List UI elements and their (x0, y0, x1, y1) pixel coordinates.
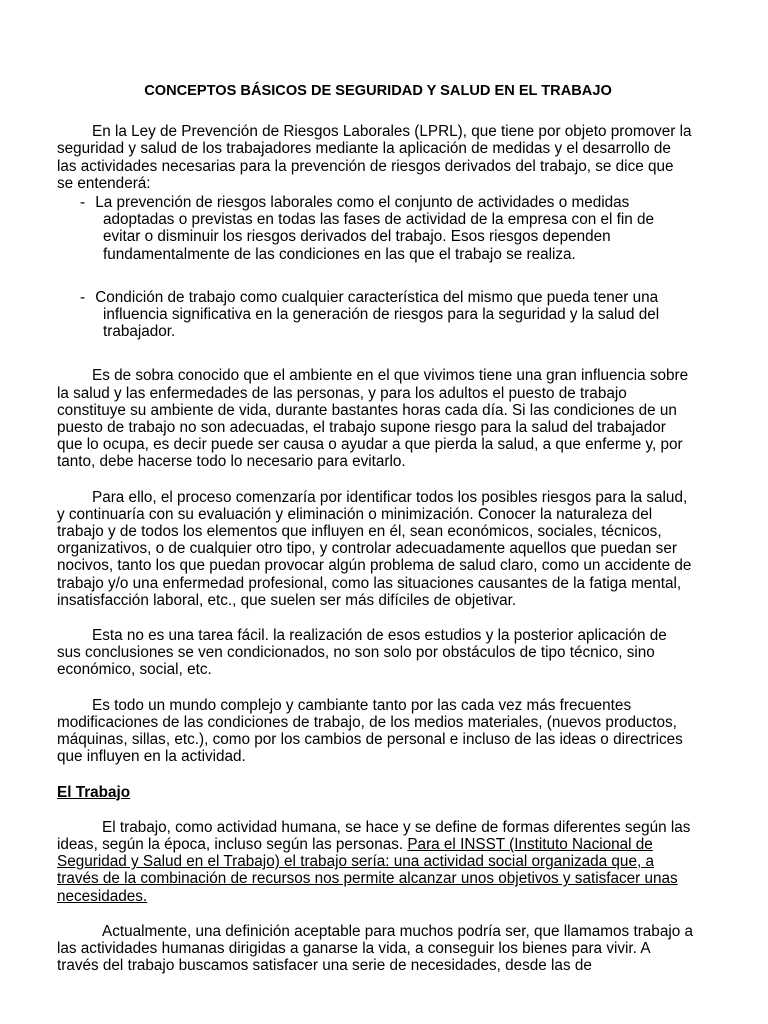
insst-definition: Para el INSST (Instituto Nacional de Seguridad y Salud en el Trabajo) el trabajo sería: una actividad social organizada que, a través de la combinación de recursos nos permite alcanzar unos objetivos y satisfacer unas necesidades. (57, 835, 678, 905)
document-title: CONCEPTOS BÁSICOS DE SEGURIDAD Y SALUD EN EL TRABAJO (144, 83, 612, 99)
body-paragraph: Para ello, el proceso comenzaría por identificar todos los posibles riesgos para la salud, y continuaría con su evaluación y eliminación o minimización. Conocer la naturaleza del trabajo y de todos los elementos que influyen en él, sean económicos, sociales, técnicos, organizativos, o de cualquier otro tipo, y controlar adecuadamente aquellos que puedan ser nocivos, tanto los que puedan provocar algún problema de salud claro, como un accidente de trabajo y/o una enfermedad profesional, como las situaciones causantes de la fatiga mental, insatisfacción laboral, etc., que suelen ser más difíciles de objetivar. (57, 488, 692, 609)
definition-text: La prevención de riesgos laborales como el conjunto de actividades o medidas adoptadas o previstas en todas las fases de actividad de la empresa con el fin de evitar o disminuir los riesgos derivados del trabajo. Esos riesgos dependen fundamentalmente de las condiciones en las que el trabajo se realiza. (95, 194, 655, 263)
definition-item (57, 289, 693, 341)
section-paragraph (57, 819, 693, 905)
section-heading: El Trabajo (57, 783, 131, 801)
definition-list (57, 194, 693, 340)
section-paragraph-text: El trabajo, como actividad humana, se hace y se define de formas diferentes según las ideas, según la época, incluso según las personas. (57, 818, 691, 853)
intro-paragraph: En la Ley de Prevención de Riesgos Laborales (LPRL), que tiene por objeto promover la seguridad y salud de los trabajadores mediante la aplicación de medidas y el desarrollo de las actividades necesarias para la prevención de riesgos derivados del trabajo, se dice que se entenderá: (57, 123, 692, 192)
definition-text: Condición de trabajo como cualquier característica del mismo que pueda tener una influencia significativa en la generación de riesgos para la seguridad y la salud del trabajador. (95, 288, 660, 341)
dash-bullet: - (80, 288, 86, 306)
definition-item (57, 194, 693, 263)
body-paragraph: Esta no es una tarea fácil. la realización de esos estudios y la posterior aplicación de sus conclusiones se ven condicionados, no son solo por obstáculos de tipo técnico, sino económico, social, etc. (57, 627, 667, 679)
body-paragraph: Es de sobra conocido que el ambiente en el que vivimos tiene una gran influencia sobre la salud y las enfermedades de las personas, y para los adultos el puesto de trabajo constituye su ambiente de vida, durante bastantes horas cada día. Si las condiciones de un puesto de trabajo no son adecuadas, el trabajo supone riesgo para la salud del trabajador que lo ocupa, es decir puede ser causa o ayudar a que pierda la salud, a que enferme y, por tanto, debe hacerse todo lo necesario para evitarlo. (57, 367, 689, 471)
section-paragraph: Actualmente, una definición aceptable para muchos podría ser, que llamamos trabajo a las actividades humanas dirigidas a ganarse la vida, a conseguir los bienes para vivir. A través del trabajo buscamos satisfacer una serie de necesidades, desde las de (57, 922, 693, 975)
body-paragraph: Es todo un mundo complejo y cambiante tanto por las cada vez más frecuentes modificaciones de las condiciones de trabajo, de los medios materiales, (nuevos productos, máquinas, sillas, etc.), como por los cambios de personal e incluso de las ideas o directrices que influyen en la actividad. (57, 696, 683, 766)
dash-bullet: - (80, 194, 86, 212)
